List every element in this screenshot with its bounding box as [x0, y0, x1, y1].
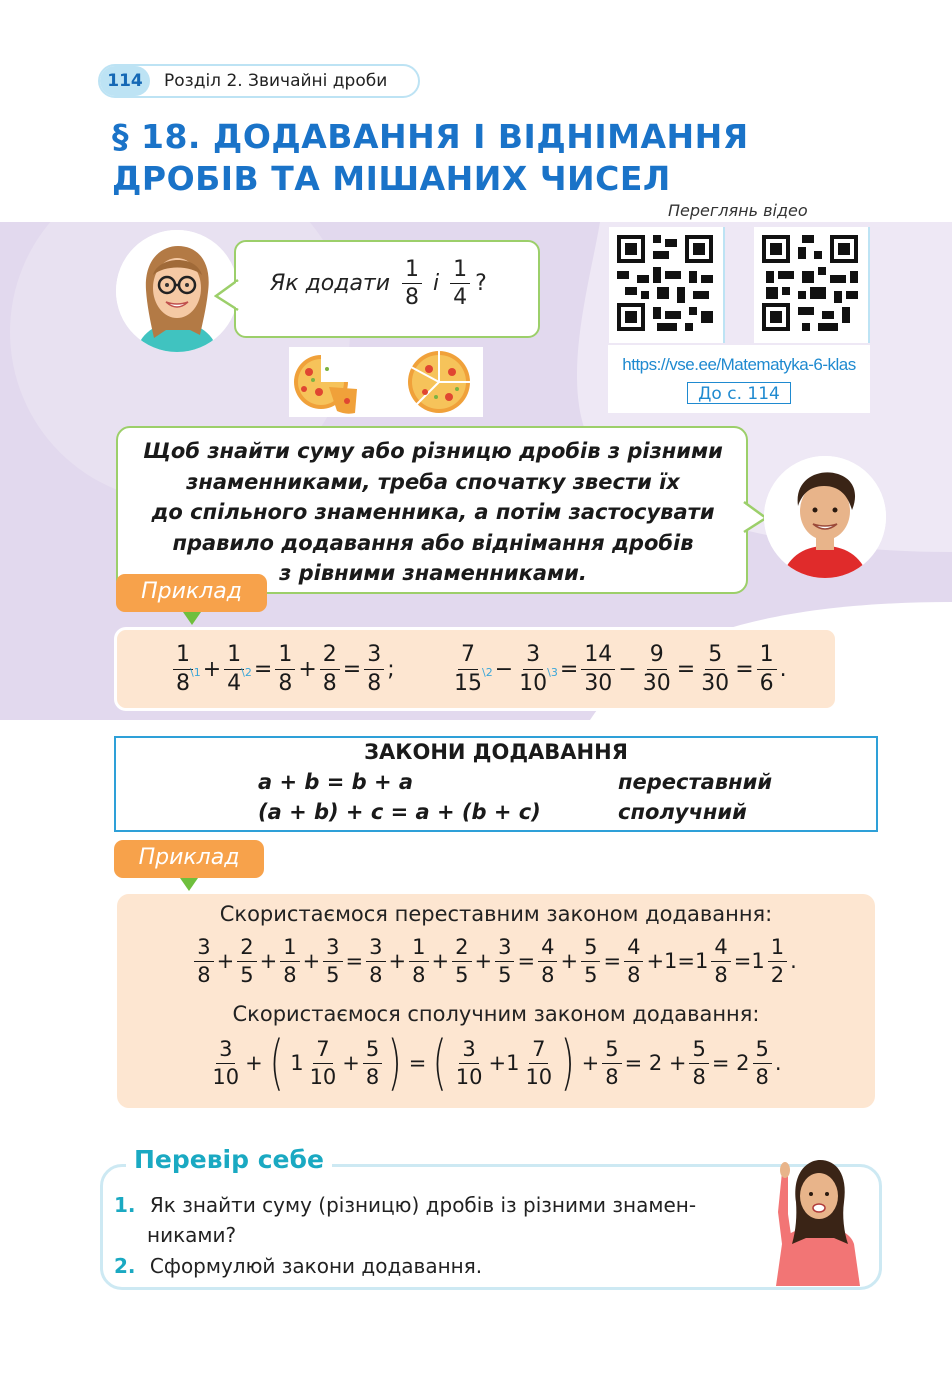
pizza-icon: [294, 355, 357, 414]
fraction: [453, 1038, 486, 1087]
fraction: [698, 643, 732, 694]
fraction-numerator: 1: [224, 643, 244, 669]
fraction-denominator: 8: [367, 670, 382, 696]
fraction-denominator: 10: [519, 670, 548, 696]
example1-expression-1: [172, 636, 397, 702]
check-question-1: [114, 1193, 696, 1217]
fraction-denominator: 15: [454, 670, 482, 696]
math-operator: .: [774, 1051, 782, 1075]
law-commutative-formula: a + b = b + a: [258, 770, 414, 794]
rule-line: правило додавання або віднімання дробів: [172, 530, 694, 555]
title-line-2: ДРОБІВ ТА МІШАНИХ ЧИСЕЛ: [112, 159, 671, 198]
fraction: [768, 936, 787, 985]
law-associative-name: сполучний: [618, 800, 747, 824]
fraction: [753, 1038, 772, 1087]
fraction-denominator: 30: [642, 670, 671, 696]
fraction-denominator: 10: [455, 1064, 483, 1089]
pizza-image: [289, 347, 483, 417]
fraction-denominator: 10: [212, 1064, 240, 1089]
example2-text-1: Скористаємося переставним законом додавання:: [219, 902, 773, 926]
fraction-denominator: 30: [584, 670, 613, 696]
fraction-numerator: 1: [275, 643, 295, 669]
fraction: [757, 643, 777, 694]
fraction-denominator: 8: [197, 962, 211, 987]
math-operator: +: [259, 949, 278, 973]
video-link[interactable]: https://vse.ee/Matematyka-6-klas: [622, 355, 856, 374]
fraction-numerator: 5: [705, 643, 725, 669]
qr-code-icon[interactable]: [609, 227, 725, 343]
math-operator: +: [474, 949, 493, 973]
law-associative-formula: (a + b) + c = a + (b + c): [258, 800, 541, 824]
fraction-denominator: 4: [227, 670, 242, 696]
math-operator: +: [431, 949, 450, 973]
fraction-numerator: 3: [366, 936, 385, 961]
fraction-numerator: 1: [402, 258, 422, 284]
fraction-numerator: 3: [495, 936, 514, 961]
fraction-numerator: 2: [452, 936, 471, 961]
math-operator: +: [342, 1051, 360, 1075]
question-number: 1.: [114, 1193, 136, 1217]
fraction-numerator: 1: [450, 258, 470, 284]
fraction-denominator: 8: [176, 670, 190, 696]
math-operator: =: [345, 949, 364, 973]
check-question-1-cont: никами?: [147, 1223, 237, 1247]
rule-line: Щоб знайти суму або різницю дробів з різними: [143, 439, 723, 463]
fraction-denominator: 5: [326, 962, 340, 987]
fraction-numerator: 3: [364, 643, 384, 669]
fraction-numerator: 4: [624, 936, 643, 961]
question-mark: ?: [475, 271, 487, 297]
example-label: Приклад: [114, 840, 264, 878]
fraction-numerator: 14: [581, 643, 615, 669]
math-operator: =: [408, 1051, 427, 1075]
fraction-denominator: 8: [605, 1064, 619, 1089]
rule-text: [120, 436, 746, 589]
fraction-numerator: 5: [602, 1038, 621, 1063]
check-yourself-title: Перевір себе: [126, 1145, 332, 1174]
fraction: [323, 936, 342, 985]
fraction-numerator: 7: [529, 1038, 548, 1063]
fraction: [602, 1038, 621, 1087]
math-operator: −: [494, 656, 514, 682]
fraction-denominator: 5: [498, 962, 512, 987]
fraction-numerator: 2: [237, 936, 256, 961]
example-arrow: [183, 612, 201, 625]
math-operator: .: [779, 656, 787, 682]
math-operator: .: [790, 949, 797, 973]
left-paren: (: [432, 1028, 448, 1098]
fraction: [451, 643, 485, 694]
math-operator: +1=1: [646, 949, 709, 973]
fraction-numerator: 4: [538, 936, 557, 961]
math-operator: −: [618, 656, 637, 682]
example2-expression-2: [117, 1030, 875, 1096]
fraction-numerator: 1: [757, 643, 777, 669]
fraction: [280, 936, 299, 985]
fraction: [538, 936, 557, 985]
title-line-1: § 18. ДОДАВАННЯ І ВІДНІМАННЯ: [112, 117, 749, 156]
fraction: [237, 936, 256, 985]
fraction: [522, 1038, 555, 1087]
fraction-numerator: 1: [409, 936, 428, 961]
fraction-denominator: 8: [369, 962, 383, 987]
fraction-numerator: 1: [768, 936, 787, 961]
rule-line: з рівними знаменниками.: [279, 561, 587, 585]
right-paren: ): [387, 1028, 403, 1098]
example2-text-2: Скористаємося сполучним законом додавання:: [232, 1002, 760, 1026]
math-operator: = 2: [711, 1051, 750, 1075]
math-operator: +: [216, 949, 235, 973]
example1-expression-2: [450, 636, 789, 702]
video-caption: Переглянь відео: [668, 201, 808, 220]
extra-multiplier: \2: [241, 665, 252, 679]
fraction: [581, 643, 615, 694]
fraction-denominator: 30: [701, 670, 730, 696]
fraction-numerator: 2: [320, 643, 340, 669]
math-operator: +: [581, 1051, 600, 1075]
fraction: [364, 643, 384, 694]
question-lead: Як додати: [270, 271, 391, 297]
fraction-denominator: 8: [283, 962, 297, 987]
question-number: 2.: [114, 1254, 136, 1278]
fraction-numerator: 1: [173, 643, 193, 669]
math-operator: =1: [733, 949, 765, 973]
fraction-denominator: 8: [541, 962, 555, 987]
fraction: [516, 643, 550, 694]
fraction: [711, 936, 730, 985]
fraction-numerator: 3: [216, 1038, 235, 1063]
section-name: Розділ 2. Звичайні дроби: [164, 71, 388, 91]
math-operator: =: [342, 656, 362, 682]
fraction: [495, 936, 514, 985]
page-reference: До с. 114: [687, 382, 791, 404]
fraction: [452, 936, 471, 985]
question-conj: і: [433, 271, 440, 297]
example-label: Приклад: [116, 574, 267, 612]
math-operator: 1: [290, 1051, 304, 1075]
fraction: [307, 1038, 340, 1087]
fraction-numerator: 3: [323, 936, 342, 961]
math-operator: =: [517, 949, 536, 973]
fraction-denominator: 8: [755, 1064, 769, 1089]
math-operator: = 2 +: [624, 1051, 687, 1075]
pizza-icon: [408, 351, 470, 413]
math-operator: =: [253, 656, 273, 682]
fraction-numerator: 7: [458, 643, 478, 669]
fraction-denominator: 10: [525, 1064, 553, 1089]
fraction: [689, 1038, 708, 1087]
fraction-denominator: 5: [584, 962, 598, 987]
math-operator: +: [245, 1051, 263, 1075]
fraction: [581, 936, 600, 985]
math-operator: =: [735, 656, 754, 682]
page-number: 114: [100, 66, 150, 96]
rule-line: знаменниками, треба спочатку звести їх: [186, 469, 680, 494]
fraction-numerator: 7: [313, 1038, 332, 1063]
math-operator: +1: [488, 1051, 520, 1075]
fraction-numerator: 1: [280, 936, 299, 961]
math-operator: ;: [387, 656, 395, 682]
rule-line: до спільного знаменника, а потім застосувати: [151, 500, 715, 524]
fraction-numerator: 4: [711, 936, 730, 961]
question-text: Як знайти суму (різницю) дробів із різними знамен-: [149, 1193, 697, 1217]
boy-avatar: [764, 456, 886, 578]
fraction-denominator: 8: [627, 962, 641, 987]
laws-title: ЗАКОНИ ДОДАВАННЯ: [364, 740, 628, 764]
fraction-numerator: 5: [753, 1038, 772, 1063]
fraction: [409, 936, 428, 985]
fraction-numerator: 9: [647, 643, 667, 669]
example2-expression-1: [117, 928, 875, 994]
fraction: [640, 643, 674, 694]
math-operator: +: [388, 949, 407, 973]
check-question-2: [114, 1254, 482, 1278]
fraction-denominator: 10: [309, 1064, 337, 1089]
math-operator: =: [559, 656, 579, 682]
left-paren: (: [269, 1028, 284, 1098]
bubble-tail: [214, 278, 240, 312]
math-operator: +: [298, 656, 317, 682]
qr-code-icon[interactable]: [754, 227, 870, 343]
fraction-denominator: 5: [455, 962, 469, 987]
fraction-numerator: 5: [363, 1038, 382, 1063]
fraction-denominator: 8: [405, 285, 420, 311]
question-text: [270, 258, 487, 309]
right-paren: ): [560, 1028, 575, 1098]
law-commutative-name: переставний: [618, 770, 773, 794]
fraction: [275, 643, 295, 694]
fraction-denominator: 8: [322, 670, 337, 696]
math-operator: =: [603, 949, 622, 973]
fraction: [320, 643, 340, 694]
extra-multiplier: \3: [547, 665, 558, 679]
fraction-numerator: 3: [523, 643, 543, 669]
fraction-denominator: 8: [714, 962, 728, 987]
question-text: Сформулюй закони додавання.: [149, 1254, 483, 1278]
fraction: [194, 936, 213, 985]
fraction: [624, 936, 643, 985]
fraction: [363, 1038, 382, 1087]
fraction-denominator: 8: [412, 962, 426, 987]
math-operator: =: [676, 656, 696, 682]
math-operator: +: [302, 949, 321, 973]
fraction-denominator: 8: [365, 1064, 380, 1089]
fraction-denominator: 5: [240, 962, 254, 987]
fraction-denominator: 8: [692, 1064, 706, 1089]
fraction-numerator: 5: [689, 1038, 708, 1063]
fraction-denominator: 8: [278, 670, 293, 696]
page-title: [112, 116, 749, 200]
page-header: [98, 64, 420, 98]
extra-multiplier: \2: [482, 665, 493, 679]
fraction-denominator: 4: [453, 285, 468, 311]
math-operator: +: [202, 656, 222, 682]
math-operator: +: [560, 949, 579, 973]
girl-pointing-figure: [768, 1152, 868, 1286]
example-arrow: [180, 878, 198, 891]
fraction-denominator: 2: [770, 962, 785, 987]
fraction: [209, 1038, 242, 1087]
fraction-numerator: 3: [459, 1038, 478, 1063]
fraction-denominator: 6: [759, 670, 774, 696]
extra-multiplier: \1: [190, 665, 201, 679]
fraction-numerator: 5: [581, 936, 600, 961]
fraction-numerator: 3: [194, 936, 213, 961]
fraction: [366, 936, 385, 985]
